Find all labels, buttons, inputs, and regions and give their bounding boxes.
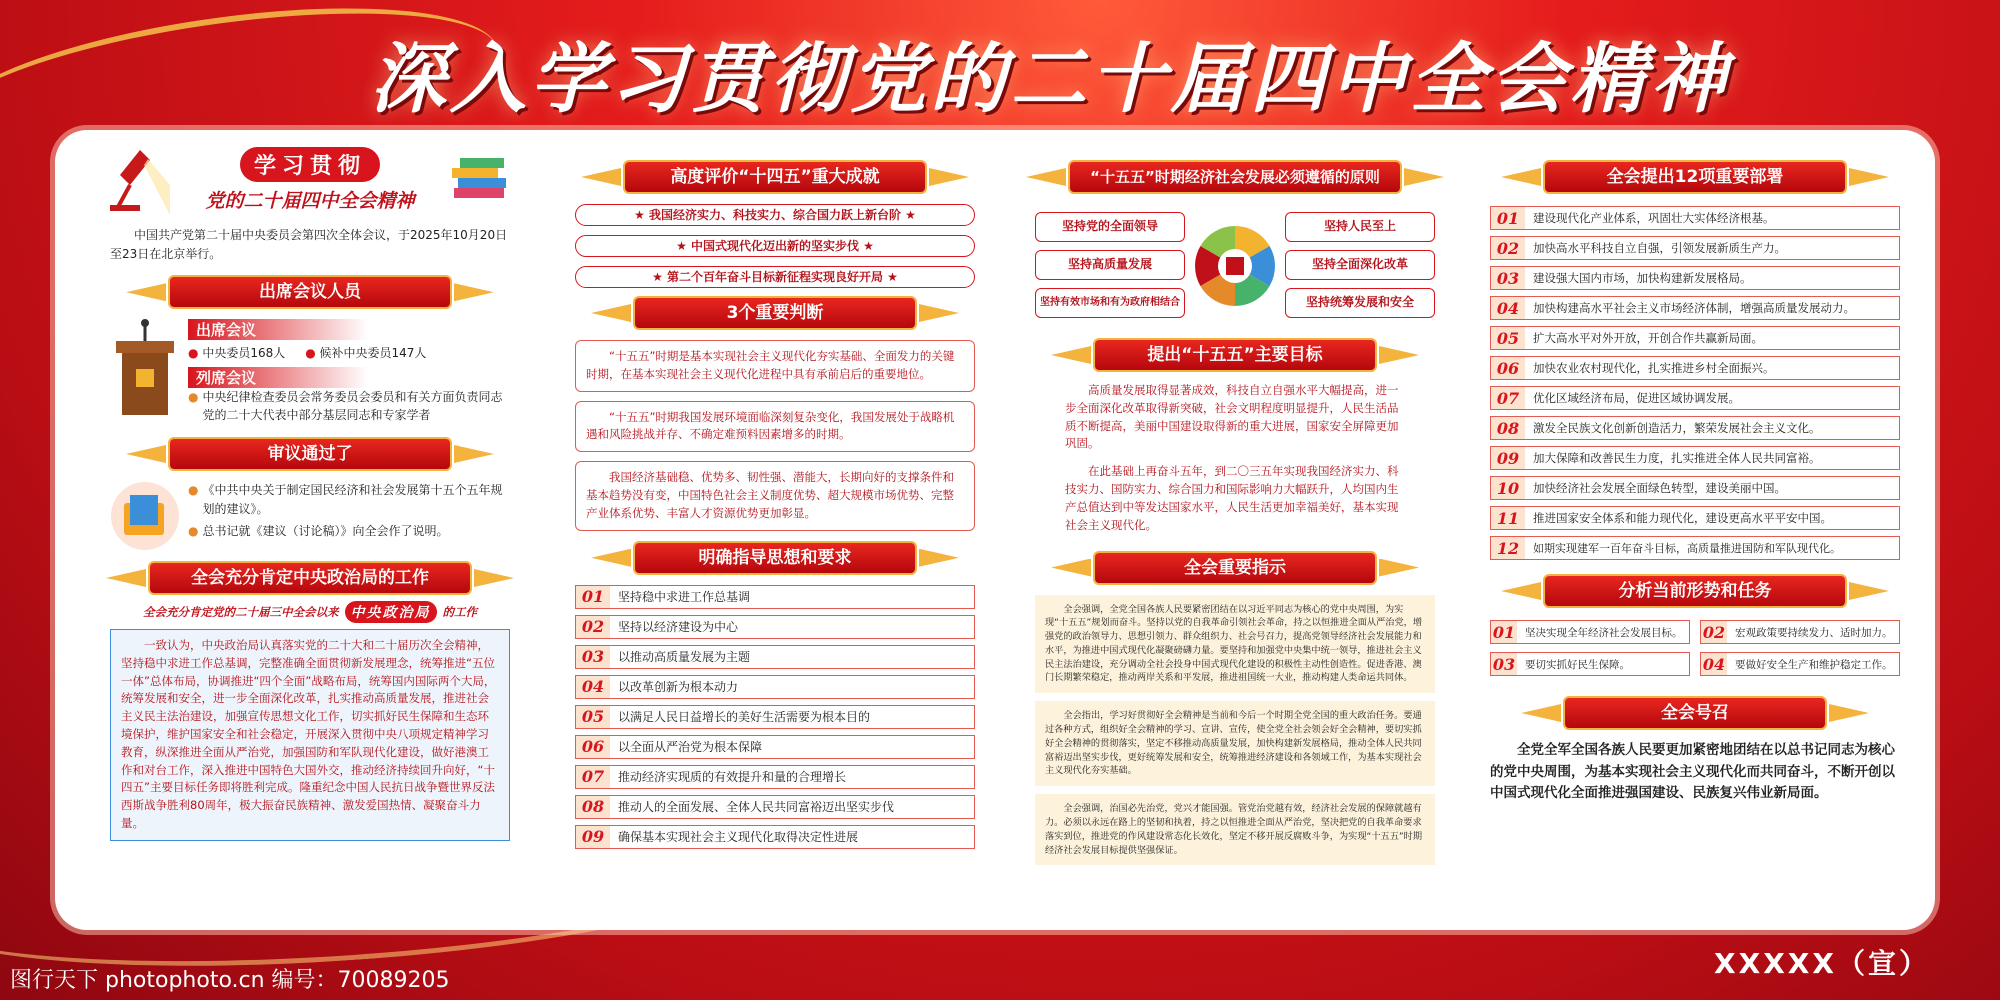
judgment-box xyxy=(575,340,975,392)
goals-section xyxy=(1035,382,1435,535)
principle-item: 坚持有效市场和有为政府相结合 xyxy=(1035,288,1185,318)
header-block xyxy=(110,140,510,220)
principle-item: 坚持高质量发展 xyxy=(1035,250,1185,280)
watermark-footer: 图行天下 photophoto.cn 编号：70089205 xyxy=(10,968,450,993)
principle-item: 坚持人民至上 xyxy=(1285,212,1435,242)
review-section xyxy=(110,481,510,551)
instruction-box: 全会强调，治国必先治党，党兴才能国强。管党治党越有效，经济社会发展的保障就越有力。必须以永远在路上的坚韧和执着，持之以恒推进全面从严治党，坚决把党的自我革命要求落实到位，推进党的作风建设常态化长效化，坚定不移开展反腐败斗争，为实现“十五五”时期经济社会发展目标提供坚强保证。 xyxy=(1035,794,1435,865)
attend-members: ● 中央委员168人 xyxy=(188,346,286,361)
intro-text: 中国共产党第二十届中央委员会第四次全体会议，于2025年10月20日至23日在北京举行。 xyxy=(110,228,508,261)
affirm-ribbon: 全会充分肯定中央政治局的工作 xyxy=(150,563,470,593)
deployment-item: 02 加快高水平科技自立自强，引领发展新质生产力。 xyxy=(1490,236,1900,260)
instruction-box: 全会强调，全党全国各族人民要紧密团结在以习近平同志为核心的党中央周围，为实现“十五五”规划而奋斗。坚持以党的自我革命引领社会革命，持之以恒推进全面从严治党，增强党的政治领导力、思想引领力、群众组织力、社会号召力，提高党领导经济社会发展能力和水平，为推进中国式现代化凝聚磅礴力量。要坚持和加强党中央集中统一领导，推进社会主义民主法治建设，充分调动全社会投身中国式现代化建设的积极性主动性创造性。促进香港、澳门长期繁荣稳定，推动两岸关系和平发展，推进祖国统一大业，推动构建人类命运共同体。 xyxy=(1035,595,1435,694)
column-2 xyxy=(575,140,975,855)
judgments-ribbon: 3个重要判断 xyxy=(635,298,915,328)
attend-observers: ● 中央纪律检查委员会常务委员会委员和有关方面负责同志党的二十大代表中部分基层同志和专家学者 xyxy=(188,389,503,423)
task-item: 04 要做好安全生产和维护稳定工作。 xyxy=(1700,652,1900,676)
achievement-pill: ★ 第二个百年奋斗目标新征程实现良好开局 ★ xyxy=(575,266,975,288)
publisher-footer: XXXXX（宣） xyxy=(1714,947,1930,980)
deployment-item: 10 加快经济社会发展全面绿色转型，建设美丽中国。 xyxy=(1490,476,1900,500)
deployments-ribbon: 全会提出12项重要部署 xyxy=(1545,162,1845,192)
judgment-text: “十五五”时期是基本实现社会主义现代化夯实基础、全面发力的关键时期，在基本实现社会主义现代化进程中具有承前启后的重要地位。 xyxy=(586,349,955,381)
task-item: 02 宏观政策要持续发力、适时加力。 xyxy=(1700,620,1900,644)
deployment-item: 12 如期实现建军一百年奋斗目标，高质量推进国防和军队现代化。 xyxy=(1490,536,1900,560)
review-ribbon: 审议通过了 xyxy=(170,439,450,469)
achievements-list xyxy=(575,204,975,288)
principle-item: 坚持党的全面领导 xyxy=(1035,212,1185,242)
column-4 xyxy=(1490,140,1900,805)
deployment-item: 01 建设现代化产业体系，巩固壮大实体经济根基。 xyxy=(1490,206,1900,230)
books-icon xyxy=(450,150,510,210)
judgment-box xyxy=(575,401,975,453)
call-ribbon: 全会号召 xyxy=(1565,698,1825,728)
affirm-stamp: 中央政治局 xyxy=(345,601,437,623)
column-1 xyxy=(110,140,510,841)
deployments-list xyxy=(1490,206,1900,560)
guidance-ribbon: 明确指导思想和要求 xyxy=(635,543,915,573)
judgments-list xyxy=(575,340,975,531)
attend-alternates: ● 候补中央委员147人 xyxy=(305,346,427,361)
guidance-item: 09 确保基本实现社会主义现代化取得决定性进展 xyxy=(575,825,975,849)
deployment-item: 09 加大保障和改善民生力度，扎实推进全体人民共同富裕。 xyxy=(1490,446,1900,470)
guidance-item: 03 以推动高质量发展为主题 xyxy=(575,645,975,669)
call-text: 全党全军全国各族人民要更加紧密地团结在以总书记同志为核心的党中央周围，为基本实现社会主义现代化而共同奋斗，不断开创以中国式现代化全面推进强国建设、民族复兴伟业新局面。 xyxy=(1490,742,1895,802)
badge-study: 学习贯彻 xyxy=(240,147,380,182)
situation-ribbon: 分析当前形势和任务 xyxy=(1545,576,1845,606)
deployment-item: 03 建设强大国内市场，加快构建新发展格局。 xyxy=(1490,266,1900,290)
deployment-item: 06 加快农业农村现代化，扎实推进乡村全面振兴。 xyxy=(1490,356,1900,380)
page-title: 深入学习贯彻党的二十届四中全会精神 xyxy=(370,34,1730,123)
judgment-box xyxy=(575,461,975,530)
attend-h1: 出席会议 xyxy=(188,319,368,340)
achievements-ribbon: 高度评价“十四五”重大成就 xyxy=(625,162,925,192)
principle-item: 坚持统筹发展和安全 xyxy=(1285,288,1435,318)
lamp-icon xyxy=(110,145,170,215)
goals-ribbon: 提出“十五五”主要目标 xyxy=(1095,340,1375,370)
attend-section xyxy=(110,319,510,425)
affirm-text-box xyxy=(110,629,510,841)
review-item-1: ● 《中共中央关于制定国民经济和社会发展第十五个五年规划的建议》。 xyxy=(188,482,503,516)
goal-text-1: 高质量发展取得显著成效，科技自立自强水平大幅提高，进一步全面深化改革取得新突破，社会文明程度明显提升，人民生活品质不断提高，美丽中国建设取得新的重大进展，国家安全屏障更加巩固。 xyxy=(1065,383,1399,451)
review-item-2: ● 总书记就《建议（讨论稿）》向全会作了说明。 xyxy=(188,524,449,539)
guidance-item: 08 推动人的全面发展、全体人民共同富裕迈出坚实步伐 xyxy=(575,795,975,819)
guidance-item: 06 以全面从严治党为根本保障 xyxy=(575,735,975,759)
affirm-subheader: 全会充分肯定党的二十届三中全会以来 中央政治局 的工作 xyxy=(110,601,510,623)
deployment-item: 04 加快构建高水平社会主义市场经济体制，增强高质量发展动力。 xyxy=(1490,296,1900,320)
tasks-grid xyxy=(1490,620,1900,676)
principles-ribbon: “十五五”时期经济社会发展必须遵循的原则 xyxy=(1070,162,1400,192)
principle-item: 坚持全面深化改革 xyxy=(1285,250,1435,280)
affirm-text: 一致认为，中央政治局认真落实党的二十大和二十届历次全会精神，坚持稳中求进工作总基调，完整准确全面贯彻新发展理念，统筹推进“五位一体”总体布局，协调推进“四个全面”战略布局，统筹国内国际两个大局，统筹发展和安全，进一步全面深化改革，扎实推动高质量发展，推进社会主义民主法治建设，加强宣传思想文化工作，切实抓好民生保障和生态环境保护，维护国家安全和社会稳定，开展深入贯彻中央八项规定精神学习教育，纵深推进全面从严治党，加强国防和军队现代化建设，做好港澳工作和对台工作，深入推进中国特色大国外交，推动经济持续回升向好，“十四五”主要目标任务即将胜利完成。隆重纪念中国人民抗日战争暨世界反法西斯战争胜利80周年，极大振奋民族精神、激发爱国热情、凝聚奋斗力量。 xyxy=(121,637,496,831)
folder-icon xyxy=(110,481,180,551)
deployment-item: 05 扩大高水平对外开放，开创合作共赢新局面。 xyxy=(1490,326,1900,350)
judgment-text: 我国经济基础稳、优势多、韧性强、潜能大，长期向好的支撑条件和基本趋势没有变，中国特色社会主义制度优势、超大规模市场优势、完整产业体系优势、丰富人才资源优势更加彰显。 xyxy=(586,470,954,520)
guidance-list xyxy=(575,585,975,849)
subtitle: 党的二十届四中全会精神 xyxy=(205,190,415,212)
guidance-item: 01 坚持稳中求进工作总基调 xyxy=(575,585,975,609)
deployment-item: 11 推进国家安全体系和能力现代化，建设更高水平平安中国。 xyxy=(1490,506,1900,530)
guidance-item: 05 以满足人民日益增长的美好生活需要为根本目的 xyxy=(575,705,975,729)
guidance-item: 07 推动经济实现质的有效提升和量的合理增长 xyxy=(575,765,975,789)
attend-h2: 列席会议 xyxy=(188,367,368,388)
instructions-ribbon: 全会重要指示 xyxy=(1095,553,1375,583)
podium-icon xyxy=(110,319,180,419)
goal-text-2: 在此基础上再奋斗五年，到二〇三五年实现我国经济实力、科技实力、国防实力、综合国力和国际影响力大幅跃升，人均国内生产总值达到中等发达国家水平，人民生活更加幸福美好，基本实现社会主义现代化。 xyxy=(1065,464,1399,532)
column-3 xyxy=(1035,140,1435,873)
principles-wheel xyxy=(1193,214,1277,314)
task-item: 01 坚决实现全年经济社会发展目标。 xyxy=(1490,620,1690,644)
achievement-pill: ★ 中国式现代化迈出新的坚实步伐 ★ xyxy=(575,235,975,257)
task-item: 03 要切实抓好民生保障。 xyxy=(1490,652,1690,676)
achievement-pill: ★ 我国经济实力、科技实力、综合国力跃上新台阶 ★ xyxy=(575,204,975,226)
attend-ribbon: 出席会议人员 xyxy=(170,277,450,307)
deployment-item: 07 优化区域经济布局，促进区域协调发展。 xyxy=(1490,386,1900,410)
instruction-box: 全会指出，学习好贯彻好全会精神是当前和今后一个时期全党全国的重大政治任务。要通过各种方式，组织好全会精神的学习、宣讲、宣传，使全党全社会领会好全会精神，要切实抓好全会精神的贯彻落实，坚定不移推动高质量发展，加快构建新发展格局，推动全体人民共同富裕迈出坚实步伐，更好统筹发展和安全，统筹推进经济建设和各领域工作，为基本实现社会主义现代化夯实基础。 xyxy=(1035,701,1435,786)
guidance-item: 04 以改革创新为根本动力 xyxy=(575,675,975,699)
deployment-item: 08 激发全民族文化创新创造活力，繁荣发展社会主义文化。 xyxy=(1490,416,1900,440)
judgment-text: “十五五”时期我国发展环境面临深刻复杂变化，我国发展处于战略机遇和风险挑战并存、不确定难预料因素增多的时期。 xyxy=(586,409,955,442)
guidance-item: 02 坚持以经济建设为中心 xyxy=(575,615,975,639)
principles-diagram xyxy=(1035,206,1435,326)
instructions-section xyxy=(1035,595,1435,866)
